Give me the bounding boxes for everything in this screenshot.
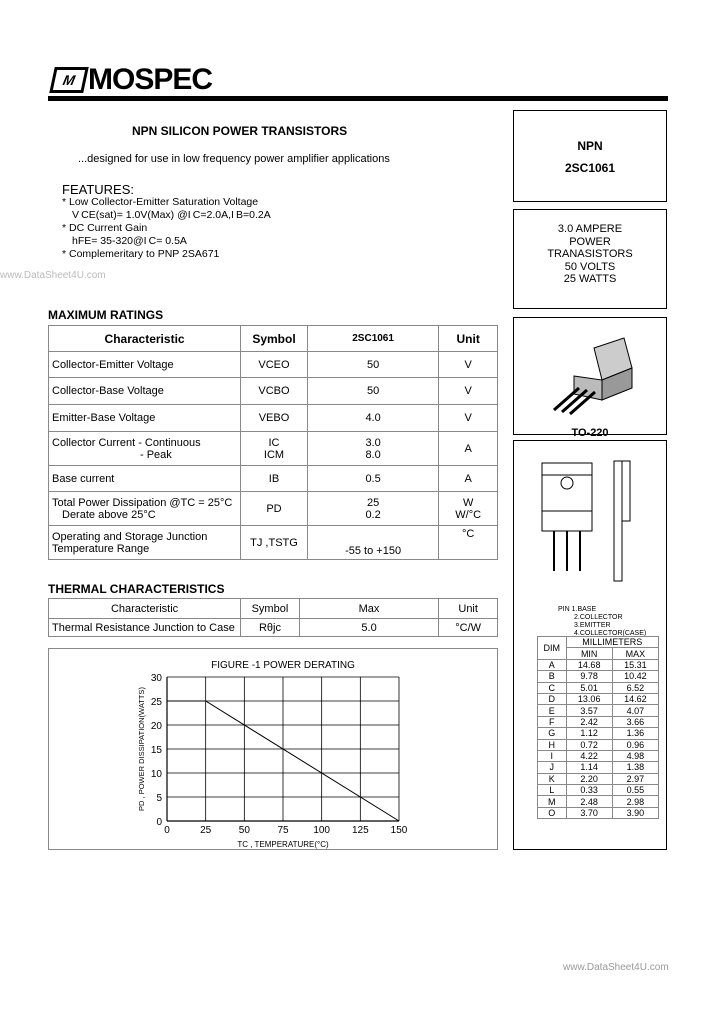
- dim-row: [538, 750, 659, 761]
- dim-max: 2.98: [612, 796, 658, 807]
- dim-min: 0.72: [566, 739, 612, 750]
- header-symbol: Symbol: [241, 326, 308, 352]
- table-row: [49, 526, 498, 560]
- row-char: Collector-Emitter Voltage: [49, 352, 241, 378]
- chart-title: FIGURE -1 POWER DERATING: [211, 660, 355, 671]
- row-char: [49, 492, 241, 526]
- dim-row: [538, 739, 659, 750]
- pin-info-4: 4.COLLECTOR(CASE): [574, 630, 647, 637]
- row-val-line2: 0.2: [365, 508, 381, 521]
- dim-row: [538, 728, 659, 739]
- row-sym: TJ ,TSTG: [241, 526, 308, 560]
- row-unit: °C: [439, 526, 498, 560]
- max-ratings-title: MAXIMUM RATINGS: [48, 308, 164, 322]
- row-sym: [241, 432, 308, 466]
- x-tick-label: 0: [164, 825, 170, 836]
- dim-row: [538, 716, 659, 727]
- thermal-header-sym: Symbol: [241, 599, 300, 619]
- company-logo: [52, 64, 212, 96]
- dim-max-header: MAX: [612, 648, 658, 659]
- dim-unit-header: MILLIMETERS: [566, 637, 658, 648]
- dim-row: [538, 785, 659, 796]
- spec-line-2: POWER: [569, 235, 611, 248]
- feature-4: hFE= 35-320@I C= 0.5A: [72, 235, 187, 247]
- watermark-bottom: www.DataSheet4U.com: [563, 962, 669, 973]
- thermal-val: 5.0: [299, 619, 439, 637]
- chart-svg: [49, 649, 497, 849]
- dimension-table: [537, 636, 659, 819]
- dim-min: 3.57: [566, 705, 612, 716]
- spec-line-3: TRANASISTORS: [547, 248, 633, 260]
- feature-1: * Low Collector-Emitter Saturation Voltage: [62, 196, 259, 208]
- dim-letter: C: [538, 682, 567, 693]
- feature-5: * Complemeritary to PNP 2SA671: [62, 248, 220, 260]
- dim-letter: E: [538, 705, 567, 716]
- row-unit: A: [439, 432, 498, 466]
- dim-letter: O: [538, 807, 567, 818]
- logo-mark: M: [49, 67, 89, 93]
- package-box: [513, 317, 667, 439]
- y-tick-label: 0: [156, 817, 162, 828]
- part-box: [513, 110, 667, 202]
- row-char-line2: Temperature Range: [52, 542, 150, 555]
- dim-min-header: MIN: [566, 648, 612, 659]
- thermal-sym: Rθjc: [241, 619, 300, 637]
- row-unit: [439, 492, 498, 526]
- dim-max: 3.90: [612, 807, 658, 818]
- header-rule: [48, 96, 668, 101]
- thermal-title: THERMAL CHARACTERISTICS: [48, 582, 225, 596]
- dim-min: 1.12: [566, 728, 612, 739]
- package-name: TO-220: [571, 427, 609, 439]
- x-tick-label: 75: [277, 825, 289, 836]
- row-char: Emitter-Base Voltage: [49, 405, 241, 432]
- dim-letter: K: [538, 773, 567, 784]
- row-sym-line1: IC: [268, 436, 280, 449]
- dim-row: [538, 705, 659, 716]
- y-tick-label: 5: [156, 793, 162, 804]
- dim-max: 15.31: [612, 659, 658, 670]
- dim-row: [538, 659, 659, 670]
- dim-max: 0.55: [612, 785, 658, 796]
- dim-max: 4.98: [612, 750, 658, 761]
- watermark-left: www.DataSheet4U.com: [0, 270, 106, 281]
- x-tick-label: 125: [351, 825, 369, 836]
- row-sym: PD: [241, 492, 308, 526]
- dim-min: 2.42: [566, 716, 612, 727]
- row-char-line2: - Peak: [140, 448, 172, 461]
- row-char: Collector-Base Voltage: [49, 378, 241, 405]
- dim-min: 9.78: [566, 671, 612, 682]
- pin-info: [558, 606, 666, 638]
- dim-max: 14.62: [612, 693, 658, 704]
- dim-max: 4.07: [612, 705, 658, 716]
- row-unit-line1: W: [462, 496, 474, 509]
- page-subtitle: ...designed for use in low frequency power amplifier applications: [78, 153, 390, 165]
- row-char: Base current: [49, 466, 241, 492]
- thermal-header-unit: Unit: [439, 599, 498, 619]
- y-tick-label: 25: [150, 697, 162, 708]
- dim-row: [538, 773, 659, 784]
- dim-max: 6.52: [612, 682, 658, 693]
- table-row: [49, 432, 498, 466]
- pin-info-3: 3.EMITTER: [574, 622, 611, 629]
- row-val-line1: 3.0: [365, 436, 381, 449]
- dim-letter: A: [538, 659, 567, 670]
- row-char-line2: Derate above 25°C: [62, 508, 156, 521]
- row-sym: VCBO: [241, 378, 308, 405]
- thermal-header-row: [49, 599, 498, 619]
- header-unit: Unit: [439, 326, 498, 352]
- x-tick-label: 50: [238, 825, 250, 836]
- row-char-line1: Total Power Dissipation @TC = 25°C: [52, 496, 233, 509]
- dim-letter: F: [538, 716, 567, 727]
- dim-max: 1.36: [612, 728, 658, 739]
- power-derating-chart: [48, 648, 498, 850]
- dim-row: [538, 762, 659, 773]
- dim-max: 10.42: [612, 671, 658, 682]
- feature-2: V CE(sat)= 1.0V(Max) @I C=2.0A,I B=0.2A: [72, 209, 271, 221]
- row-val: 50: [307, 378, 438, 405]
- table-row: [49, 378, 498, 405]
- dim-min: 2.48: [566, 796, 612, 807]
- table-row: [49, 466, 498, 492]
- row-char-line1: Operating and Storage Junction: [52, 530, 208, 543]
- part-type: NPN: [577, 139, 603, 153]
- row-val: [307, 432, 438, 466]
- y-tick-label: 20: [150, 721, 162, 732]
- dim-letter: I: [538, 750, 567, 761]
- dim-letter: M: [538, 796, 567, 807]
- thermal-char: Thermal Resistance Junction to Case: [49, 619, 241, 637]
- dim-min: 1.14: [566, 762, 612, 773]
- row-val: 0.5: [307, 466, 438, 492]
- row-val: 4.0: [307, 405, 438, 432]
- package-illustration: [514, 318, 666, 422]
- dim-min: 3.70: [566, 807, 612, 818]
- spec-box: [513, 209, 667, 309]
- y-tick-label: 30: [150, 673, 162, 684]
- feature-3: * DC Current Gain: [62, 222, 148, 234]
- dim-min: 2.20: [566, 773, 612, 784]
- row-unit: V: [439, 378, 498, 405]
- thermal-header-max: Max: [299, 599, 439, 619]
- table-row: [49, 492, 498, 526]
- row-unit: V: [439, 352, 498, 378]
- row-unit-line2: W/°C: [455, 508, 482, 521]
- dim-row: [538, 693, 659, 704]
- dim-col-header: DIM: [538, 637, 567, 660]
- row-char: [49, 432, 241, 466]
- y-tick-label: 10: [150, 769, 162, 780]
- row-sym: VEBO: [241, 405, 308, 432]
- company-name: MOSPEC: [88, 63, 213, 96]
- spec-line-1: 3.0 AMPERE: [557, 223, 623, 235]
- thermal-header-char: Characteristic: [49, 599, 241, 619]
- dim-letter: B: [538, 671, 567, 682]
- row-unit: V: [439, 405, 498, 432]
- spec-line-5: 25 WATTS: [563, 273, 617, 285]
- y-tick-label: 15: [150, 745, 162, 756]
- row-unit: A: [439, 466, 498, 492]
- package-outline-drawing: [514, 441, 666, 601]
- pin-info-1: PIN 1.BASE: [558, 606, 597, 613]
- row-val: 50: [307, 352, 438, 378]
- dim-min: 13.06: [566, 693, 612, 704]
- dim-letter: G: [538, 728, 567, 739]
- dim-min: 0.33: [566, 785, 612, 796]
- dim-row: [538, 807, 659, 818]
- dim-max: 0.96: [612, 739, 658, 750]
- dim-max: 1.38: [612, 762, 658, 773]
- dim-letter: J: [538, 762, 567, 773]
- x-tick-label: 150: [390, 825, 408, 836]
- row-val-line2: 8.0: [365, 448, 381, 461]
- y-axis-label: PD , POWER DISSIPATION(WATTS): [137, 687, 146, 811]
- row-char-line1: Collector Current - Continuous: [52, 436, 201, 449]
- header-characteristic: Characteristic: [49, 326, 241, 352]
- part-number: 2SC1061: [564, 161, 616, 175]
- dim-max: 2.97: [612, 773, 658, 784]
- row-val: [307, 492, 438, 526]
- x-axis-label: TC , TEMPERATURE(°C): [237, 840, 329, 849]
- row-val-line1: 25: [366, 496, 380, 509]
- dim-row: [538, 796, 659, 807]
- features-title: FEATURES:: [62, 182, 134, 197]
- header-part: 2SC1061: [307, 326, 438, 352]
- dim-row: [538, 682, 659, 693]
- page-title: NPN SILICON POWER TRANSISTORS: [132, 124, 348, 138]
- row-val: -55 to +150: [307, 526, 438, 560]
- row-sym: VCEO: [241, 352, 308, 378]
- table-row: [49, 352, 498, 378]
- dim-max: 3.66: [612, 716, 658, 727]
- row-char: [49, 526, 241, 560]
- dim-row: [538, 671, 659, 682]
- dim-min: 14.68: [566, 659, 612, 670]
- thermal-unit: °C/W: [439, 619, 498, 637]
- x-tick-label: 25: [200, 825, 212, 836]
- table-row: [49, 619, 498, 637]
- max-ratings-table: [48, 325, 498, 560]
- dim-letter: L: [538, 785, 567, 796]
- dim-letter: H: [538, 739, 567, 750]
- pin-info-2: 2.COLLECTOR: [574, 614, 623, 621]
- x-tick-label: 100: [313, 825, 331, 836]
- row-sym: IB: [241, 466, 308, 492]
- dim-min: 4.22: [566, 750, 612, 761]
- dim-min: 5.01: [566, 682, 612, 693]
- spec-line-4: 50 VOLTS: [564, 260, 616, 273]
- thermal-table: [48, 598, 498, 637]
- table-row: [49, 405, 498, 432]
- dim-letter: D: [538, 693, 567, 704]
- row-sym-line2: ICM: [263, 448, 285, 461]
